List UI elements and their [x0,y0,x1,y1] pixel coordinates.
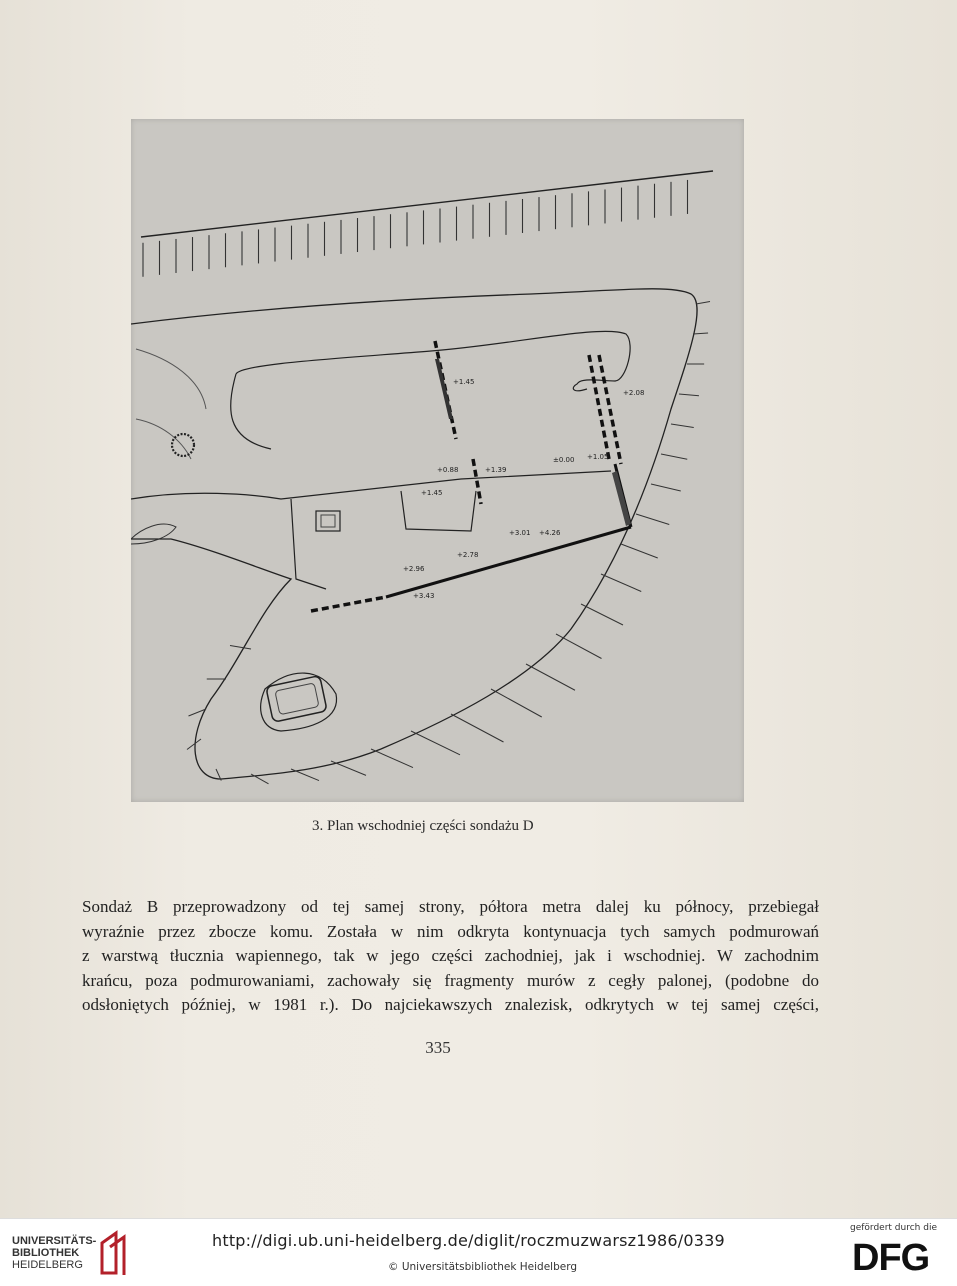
slope-hachure [636,514,669,525]
page-number: 335 [425,1038,451,1057]
elevation-label: +2.96 [403,565,425,573]
elevation-label: +2.08 [623,389,645,397]
text-line: Sondaż B przeprowadzony od tej samej strony, półtora metra dalej ku północy, przebiegał [82,897,819,916]
elevation-label: +1.45 [453,378,475,386]
elevation-label: +1.45 [421,489,443,497]
figure-caption: 3. Plan wschodniej części sondażu D [312,818,534,834]
site-plan-drawing [131,119,744,802]
library-name-line: BIBLIOTHEK [12,1247,80,1259]
elevation-label: +3.43 [413,592,435,600]
slope-hachure [187,739,201,750]
viewer-footer [0,1218,957,1286]
copyright-notice: © Universitätsbibliothek Heidelberg [388,1261,578,1273]
library-logo-text[interactable] [12,1235,96,1271]
site-plan-figure [131,119,744,802]
elevation-label: +1.05 [587,453,609,461]
slope-hachure [230,646,251,650]
slope-hachure [651,484,681,491]
slope-hachure [411,731,460,755]
slope-hachure [556,634,602,659]
slope-hachure [491,689,542,717]
slope-hachure [331,761,366,775]
text-line: odsłoniętych później, w 1981 r.). Do najciekawszych znalezisk, odkrytych w tej samej części, [82,995,819,1014]
slope-hachure [601,574,641,592]
slope-hachure [526,664,575,690]
elevation-label: +4.26 [539,529,561,537]
slope-hachure [371,749,413,768]
slope-hachure [621,544,658,558]
slope-hachure [679,394,699,396]
library-name-line: UNIVERSITÄTS- [12,1235,97,1247]
funding-note: gefördert durch die [850,1223,937,1233]
text-line: wyraźnie przez zbocze komu. Została w nim odkryta kontynuacja tych samych podmurowań [82,921,819,941]
slope-hachure [671,424,694,428]
elevation-label: +1.39 [485,466,507,474]
body-paragraph [82,895,819,1018]
dfg-logo[interactable]: DFG [852,1237,930,1279]
slope-hachure [451,714,504,742]
elevation-label: ±0.00 [553,456,575,464]
text-line: z warstwą tłucznia wapiennego, tak w jego części zachodniej, jak i wschodniej. W zachodnim [82,946,819,965]
elevation-label: +2.78 [457,551,479,559]
text-line: krańcu, poza podmurowaniami, zachowały się fragmenty murów z cegły palonej, (podobne do [82,970,819,990]
elevation-label: +3.01 [509,529,531,537]
slope-hachure [291,769,319,781]
slope-hachure [661,454,687,459]
elevation-label: +0.88 [437,466,459,474]
library-logo-icon [96,1229,132,1277]
slope-hachure [696,302,710,304]
permalink-url[interactable]: http://digi.ub.uni-heidelberg.de/diglit/roczmuzwarsz1986/0339 [212,1231,725,1250]
slope-hachure [693,333,708,334]
slope-hachure [581,604,623,625]
library-name-line: HEIDELBERG [12,1259,83,1271]
